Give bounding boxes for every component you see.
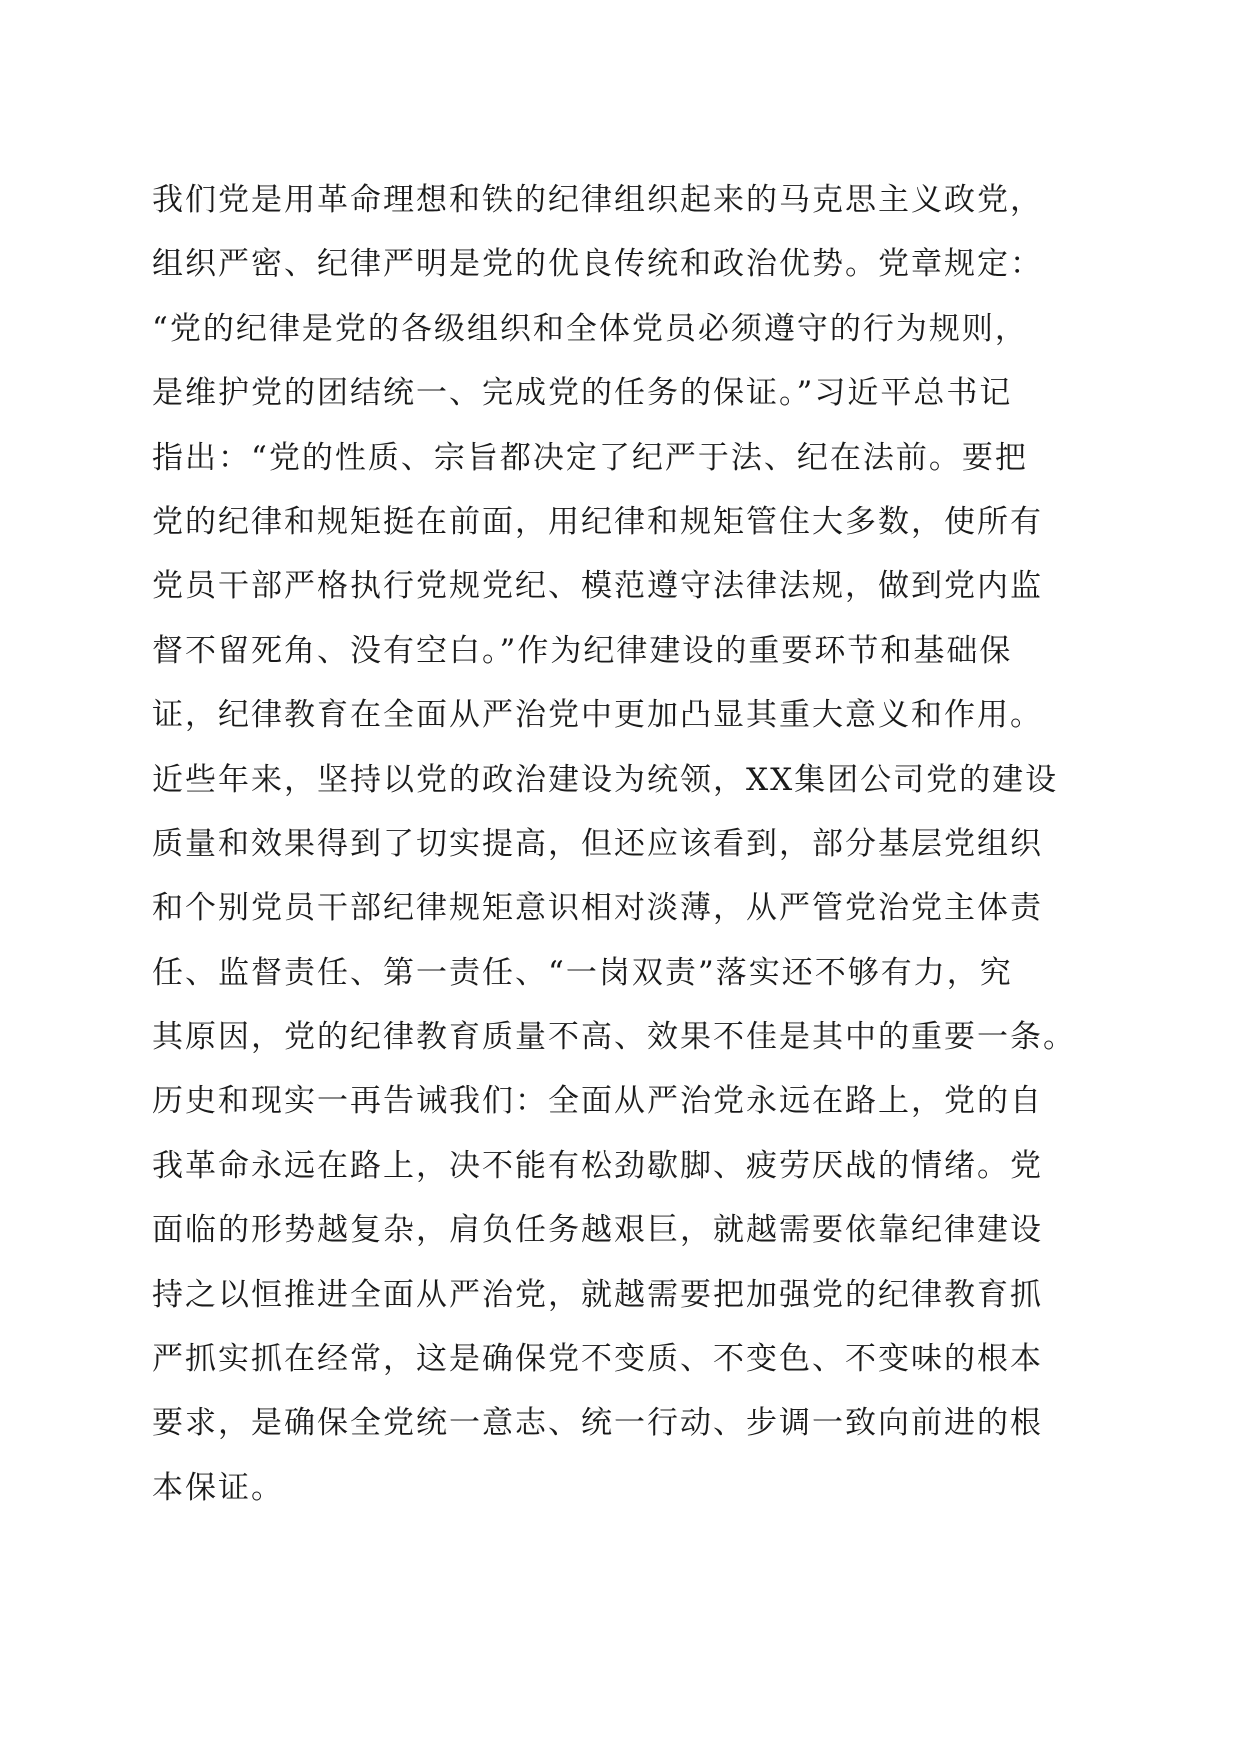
text-line: 历史和现实一再告诫我们：全面从严治党永远在路上，党的自: [152, 1083, 1043, 1120]
text-line: “党的纪律是党的各级组织和全体党员必须遵守的行为规则，: [152, 310, 1028, 347]
text-line: 要求，是确保全党统一意志、统一行动、步调一致向前进的根: [152, 1405, 1043, 1442]
text-line: 党员干部严格执行党规党纪、模范遵守法律法规，做到党内监: [152, 568, 1043, 605]
text-line: 近些年来，坚持以党的政治建设为统领，XX集团公司党的建设: [152, 761, 1059, 798]
text-line: 组织严密、纪律严明是党的优良传统和政治优势。党章规定：: [152, 246, 1043, 283]
body-paragraph: [152, 168, 1082, 1520]
text-line: 我们党是用革命理想和铁的纪律组织起来的马克思主义政党，: [152, 182, 1043, 218]
text-line: 面临的形势越复杂，肩负任务越艰巨，就越需要依靠纪律建设: [152, 1212, 1043, 1249]
text-line: 持之以恒推进全面从严治党，就越需要把加强党的纪律教育抓: [152, 1276, 1043, 1313]
text-line: 质量和效果得到了切实提高，但还应该看到，部分基层党组织: [152, 825, 1043, 862]
text-line: 严抓实抓在经常，这是确保党不变质、不变色、不变味的根本: [152, 1341, 1043, 1378]
text-line: 证，纪律教育在全面从严治党中更加凸显其重大意义和作用。: [152, 697, 1043, 734]
text-line: 其原因，党的纪律教育质量不高、效果不佳是其中的重要一条。: [152, 1019, 1076, 1056]
text-line: 督不留死角、没有空白。”作为纪律建设的重要环节和基础保: [152, 632, 1013, 669]
text-line: 是维护党的团结统一、完成党的任务的保证。”习近平总书记: [152, 375, 1013, 412]
text-line: 党的纪律和规矩挺在前面，用纪律和规矩管住大多数，使所有: [152, 503, 1043, 540]
text-line: 任、监督责任、第一责任、“一岗双责”落实还不够有力，究: [152, 954, 1013, 991]
text-line: 我革命永远在路上，决不能有松劲歇脚、疲劳厌战的情绪。党: [152, 1147, 1043, 1184]
text-line: 指出：“党的性质、宗旨都决定了纪严于法、纪在法前。要把: [152, 439, 1028, 476]
text-line: 本保证。: [152, 1469, 284, 1506]
text-line: 和个别党员干部纪律规矩意识相对淡薄，从严管党治党主体责: [152, 890, 1043, 927]
